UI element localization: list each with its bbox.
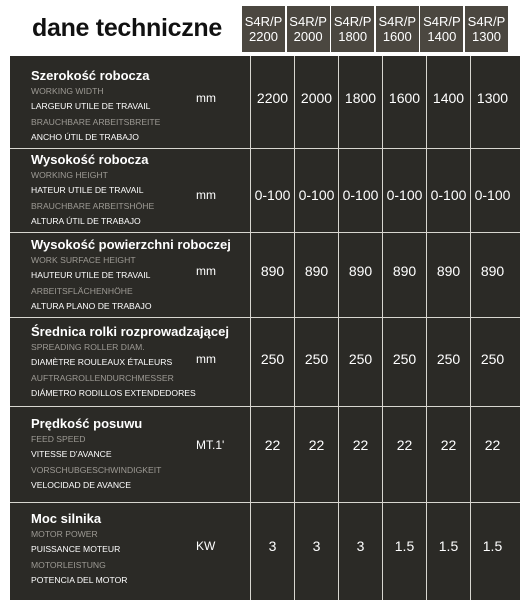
- model-name: S4R/P: [333, 14, 372, 29]
- value-cell: 1400: [432, 90, 465, 106]
- value-cell: 22: [440, 437, 457, 453]
- value-cell: 250: [304, 351, 329, 367]
- label-fr: PUISSANCE MOTEUR: [31, 544, 121, 555]
- label-fr: HAUTEUR UTILE DE TRAVAIL: [31, 270, 151, 281]
- label-fr: VITESSE D'AVANCE: [31, 449, 112, 460]
- value-cell: 250: [392, 351, 417, 367]
- column-divider: [294, 56, 295, 600]
- model-header-cell: [242, 6, 285, 52]
- label-de: VORSCHUBGESCHWINDIGKEIT: [31, 464, 162, 475]
- label-de: BRAUCHBARE ARBEITSHÖHE: [31, 200, 155, 211]
- row-divider: [10, 148, 520, 149]
- model-size: 1600: [382, 29, 412, 44]
- label-en: WORK SURFACE HEIGHT: [31, 255, 136, 265]
- label-de: ARBEITSFLÄCHENHÖHE: [31, 285, 133, 296]
- label-de: MOTORLEISTUNG: [31, 559, 106, 570]
- label-pl: Szerokość robocza: [31, 68, 150, 83]
- model-header-cell: [376, 6, 419, 52]
- model-header: [242, 6, 510, 52]
- value-cell: 0-100: [342, 187, 379, 203]
- spec-table: [10, 56, 520, 600]
- value-cell: 22: [396, 437, 413, 453]
- value-cell: 1.5: [394, 538, 415, 554]
- unit: mm: [196, 91, 216, 105]
- value-cell: 0-100: [474, 187, 511, 203]
- label-es: ANCHO ÚTIL DE TRABAJO: [31, 132, 139, 143]
- value-cell: 22: [264, 437, 281, 453]
- value-cell: 22: [484, 437, 501, 453]
- label-es: ALTURA PLANO DE TRABAJO: [31, 301, 152, 312]
- model-size: 1800: [338, 29, 368, 44]
- model-name: S4R/P: [423, 14, 461, 29]
- value-cell: 890: [260, 263, 285, 279]
- value-cell: 22: [308, 437, 325, 453]
- value-cell: 1600: [388, 90, 421, 106]
- column-divider: [470, 56, 471, 600]
- model-name: S4R/P: [467, 14, 506, 29]
- value-cell: 0-100: [430, 187, 467, 203]
- label-en: FEED SPEED: [31, 434, 86, 444]
- spec-labels: [31, 416, 161, 494]
- row-divider: [10, 406, 520, 407]
- value-cell: 250: [436, 351, 461, 367]
- label-fr: DIAMÈTRE ROULEAUX ÉTALEURS: [31, 357, 173, 368]
- page-title: dane techniczne: [32, 14, 222, 42]
- value-cell: 3: [356, 538, 365, 554]
- value-cell: 1.5: [438, 538, 459, 554]
- label-pl: Prędkość posuwu: [31, 416, 143, 431]
- value-cell: 890: [304, 263, 329, 279]
- label-es: DIÁMETRO RODILLOS EXTENDEDORES: [31, 388, 196, 399]
- value-cell: 250: [348, 351, 373, 367]
- label-en: WORKING WIDTH: [31, 86, 104, 96]
- model-name: S4R/P: [289, 14, 327, 29]
- value-cell: 250: [480, 351, 505, 367]
- model-header-cell: [420, 6, 463, 52]
- spec-labels: [31, 511, 127, 589]
- unit: KW: [196, 539, 216, 553]
- spec-labels: [31, 152, 154, 230]
- value-cell: 1.5: [482, 538, 503, 554]
- label-en: SPREADING ROLLER DIAM.: [31, 342, 145, 352]
- value-cell: 250: [260, 351, 285, 367]
- label-pl: Średnica rolki rozprowadzającej: [31, 324, 229, 339]
- column-divider: [250, 56, 251, 600]
- value-cell: 890: [480, 263, 505, 279]
- value-cell: 890: [392, 263, 417, 279]
- unit: mm: [196, 188, 216, 202]
- model-size: 2000: [293, 29, 323, 44]
- label-es: VELOCIDAD DE AVANCE: [31, 480, 131, 491]
- value-cell: 3: [312, 538, 321, 554]
- unit: mm: [196, 264, 216, 278]
- column-divider: [338, 56, 339, 600]
- row-divider: [10, 317, 520, 318]
- value-cell: 0-100: [386, 187, 423, 203]
- model-header-cell: [465, 6, 508, 52]
- model-header-cell: [287, 6, 330, 52]
- value-cell: 890: [436, 263, 461, 279]
- label-de: AUFTRAGROLLENDURCHMESSER: [31, 372, 174, 383]
- spec-labels: [31, 68, 160, 146]
- row-divider: [10, 502, 520, 503]
- label-pl: Moc silnika: [31, 511, 102, 526]
- value-cell: 0-100: [298, 187, 335, 203]
- label-fr: LARGEUR UTILE DE TRAVAIL: [31, 101, 151, 112]
- label-pl: Wysokość robocza: [31, 152, 149, 167]
- value-cell: 2200: [256, 90, 289, 106]
- value-cell: 890: [348, 263, 373, 279]
- column-divider: [382, 56, 383, 600]
- value-cell: 1300: [476, 90, 509, 106]
- label-fr: HATEUR UTILE DE TRAVAIL: [31, 185, 144, 196]
- column-divider: [426, 56, 427, 600]
- row-divider: [10, 232, 520, 233]
- model-size: 1300: [472, 29, 501, 44]
- model-header-cell: [331, 6, 374, 52]
- unit: MT.1': [196, 438, 225, 452]
- unit: mm: [196, 352, 216, 366]
- label-en: MOTOR POWER: [31, 529, 98, 539]
- label-es: POTENCIA DEL MOTOR: [31, 575, 128, 586]
- model-size: 1400: [427, 29, 457, 44]
- value-cell: 3: [268, 538, 277, 554]
- label-en: WORKING HEIGHT: [31, 170, 108, 180]
- value-cell: 22: [352, 437, 369, 453]
- label-de: BRAUCHBARE ARBEITSBREITE: [31, 116, 161, 127]
- value-cell: 0-100: [254, 187, 291, 203]
- value-cell: 2000: [300, 90, 333, 106]
- model-name: S4R/P: [378, 14, 417, 29]
- model-size: 2200: [249, 29, 278, 44]
- label-pl: Wysokość powierzchni roboczej: [31, 237, 231, 252]
- label-es: ALTURA ÚTIL DE TRABAJO: [31, 216, 141, 227]
- model-name: S4R/P: [244, 14, 283, 29]
- value-cell: 1800: [344, 90, 377, 106]
